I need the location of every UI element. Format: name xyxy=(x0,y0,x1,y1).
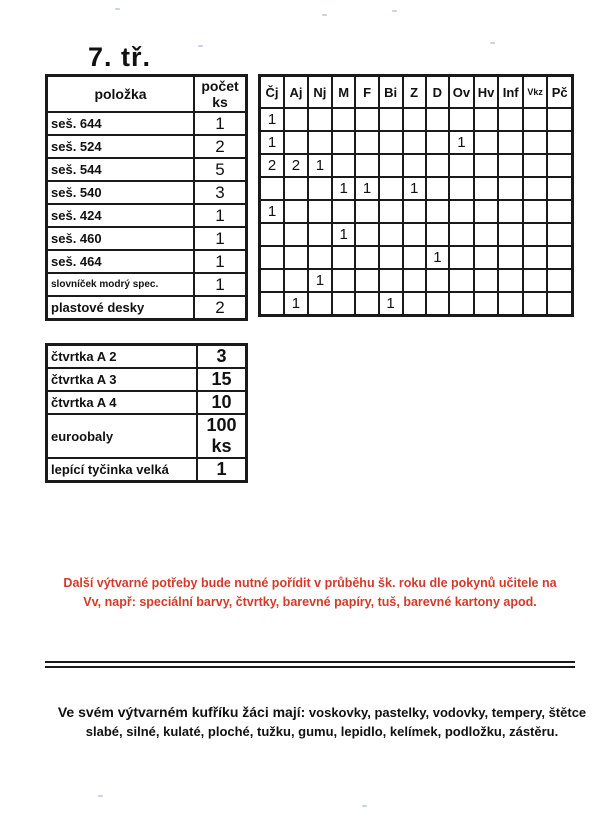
subject-cell xyxy=(355,200,378,223)
subject-cell xyxy=(474,223,499,246)
subject-cell xyxy=(260,246,284,269)
supply-row xyxy=(47,391,247,414)
subject-row xyxy=(260,108,573,131)
item-name: seš. 464 xyxy=(47,250,195,273)
subject-cell xyxy=(449,246,474,269)
scan-speck xyxy=(392,10,397,12)
supply-name: lepící tyčinka velká xyxy=(47,458,198,482)
subject-cell: 2 xyxy=(260,154,284,177)
subject-cell xyxy=(379,131,403,154)
subject-cell xyxy=(403,292,426,316)
subject-cell xyxy=(498,292,523,316)
subject-header: Nj xyxy=(308,76,332,109)
scan-speck xyxy=(98,795,103,797)
supply-qty: 3 xyxy=(197,345,247,369)
subject-cell xyxy=(403,200,426,223)
subject-cell: 1 xyxy=(449,131,474,154)
subject-cell xyxy=(474,177,499,200)
item-qty: 1 xyxy=(194,273,247,296)
subject-cell xyxy=(332,269,356,292)
supply-row xyxy=(47,368,247,391)
supply-row xyxy=(47,345,247,369)
subject-cell xyxy=(332,246,356,269)
subject-header: Z xyxy=(403,76,426,109)
subject-cell xyxy=(498,269,523,292)
subject-row xyxy=(260,200,573,223)
subject-cell xyxy=(355,223,378,246)
subject-cell xyxy=(547,177,572,200)
subject-cell xyxy=(498,131,523,154)
item-row xyxy=(47,135,247,158)
subject-header: Inf xyxy=(498,76,523,109)
subject-cell xyxy=(379,269,403,292)
subject-cell xyxy=(260,269,284,292)
subject-cell xyxy=(355,292,378,316)
subject-row xyxy=(260,131,573,154)
scan-speck xyxy=(198,45,203,47)
item-row xyxy=(47,158,247,181)
item-row xyxy=(47,250,247,273)
scan-speck xyxy=(490,42,495,44)
subject-row xyxy=(260,269,573,292)
subject-cell xyxy=(498,177,523,200)
subject-cell xyxy=(260,177,284,200)
subject-cell xyxy=(355,269,378,292)
class-title: 7. tř. xyxy=(88,42,152,72)
scan-speck xyxy=(362,805,367,807)
subject-cell xyxy=(260,223,284,246)
subject-cell xyxy=(284,108,308,131)
subject-cell xyxy=(547,154,572,177)
subject-cell xyxy=(547,108,572,131)
subject-cell xyxy=(547,131,572,154)
subject-cell xyxy=(449,269,474,292)
subject-row xyxy=(260,177,573,200)
subject-header: Vkz xyxy=(523,76,547,109)
subject-cell xyxy=(284,246,308,269)
subject-cell xyxy=(284,177,308,200)
item-name: seš. 644 xyxy=(47,112,195,135)
divider-line xyxy=(45,661,575,663)
subject-cell xyxy=(474,154,499,177)
subject-cell: 2 xyxy=(284,154,308,177)
item-row xyxy=(47,181,247,204)
subject-cell xyxy=(379,246,403,269)
subject-header: M xyxy=(332,76,356,109)
item-qty: 1 xyxy=(194,112,247,135)
subject-cell xyxy=(498,108,523,131)
subject-header: Bi xyxy=(379,76,403,109)
subject-cell xyxy=(498,246,523,269)
supply-name: čtvrtka A 3 xyxy=(47,368,198,391)
supply-qty: 15 xyxy=(197,368,247,391)
supply-qty: 1 xyxy=(197,458,247,482)
items-header-row xyxy=(47,76,247,113)
subject-header: Ov xyxy=(449,76,474,109)
subjects-table xyxy=(258,74,574,317)
subject-header: Aj xyxy=(284,76,308,109)
subject-cell xyxy=(284,131,308,154)
art-kit-lead: Ve svém výtvarném kufříku žáci mají: xyxy=(57,704,306,720)
subject-cell xyxy=(523,246,547,269)
divider-line xyxy=(45,666,575,668)
subject-cell xyxy=(523,223,547,246)
subject-header: Pč xyxy=(547,76,572,109)
subject-cell xyxy=(426,292,449,316)
subject-cell xyxy=(474,200,499,223)
subject-cell xyxy=(547,200,572,223)
subject-cell xyxy=(379,108,403,131)
subject-cell: 1 xyxy=(379,292,403,316)
item-row xyxy=(47,296,247,320)
subject-cell xyxy=(355,246,378,269)
subject-cell xyxy=(547,269,572,292)
subject-cell: 1 xyxy=(260,200,284,223)
subject-cell xyxy=(403,131,426,154)
subject-cell xyxy=(332,131,356,154)
subject-cell xyxy=(308,223,332,246)
scan-speck xyxy=(115,8,120,10)
art-kit-paragraph xyxy=(52,703,592,741)
item-name: plastové desky xyxy=(47,296,195,320)
subject-cell xyxy=(547,246,572,269)
subject-cell: 1 xyxy=(308,269,332,292)
item-row xyxy=(47,273,247,296)
subject-cell xyxy=(332,108,356,131)
subject-cell xyxy=(426,223,449,246)
subject-cell xyxy=(523,200,547,223)
item-qty: 1 xyxy=(194,204,247,227)
subject-cell xyxy=(284,200,308,223)
subject-header: D xyxy=(426,76,449,109)
subject-row xyxy=(260,223,573,246)
item-name: seš. 540 xyxy=(47,181,195,204)
subject-cell xyxy=(355,154,378,177)
subject-cell: 1 xyxy=(308,154,332,177)
subject-cell xyxy=(332,200,356,223)
subject-cell xyxy=(332,154,356,177)
item-name: seš. 424 xyxy=(47,204,195,227)
subject-cell xyxy=(474,292,499,316)
subject-cell xyxy=(426,269,449,292)
subject-cell xyxy=(474,269,499,292)
item-name: seš. 524 xyxy=(47,135,195,158)
subject-cell xyxy=(523,154,547,177)
subject-cell xyxy=(260,292,284,316)
subject-cell xyxy=(498,200,523,223)
subject-cell xyxy=(284,269,308,292)
subject-cell: 1 xyxy=(260,108,284,131)
subject-cell xyxy=(308,200,332,223)
subject-cell xyxy=(403,223,426,246)
subject-cell xyxy=(403,108,426,131)
subject-cell xyxy=(308,292,332,316)
subject-cell xyxy=(403,269,426,292)
supply-name: euroobaly xyxy=(47,414,198,458)
subject-cell xyxy=(449,292,474,316)
subject-cell xyxy=(547,223,572,246)
subject-cell xyxy=(426,177,449,200)
header-item: položka xyxy=(47,76,195,113)
subject-cell xyxy=(474,108,499,131)
subject-cell xyxy=(474,131,499,154)
subject-cell: 1 xyxy=(260,131,284,154)
subject-cell xyxy=(449,200,474,223)
subject-cell: 1 xyxy=(284,292,308,316)
item-qty: 3 xyxy=(194,181,247,204)
subject-cell: 1 xyxy=(332,223,356,246)
item-name: seš. 544 xyxy=(47,158,195,181)
item-qty: 2 xyxy=(194,135,247,158)
subject-cell xyxy=(498,154,523,177)
subject-cell xyxy=(379,177,403,200)
items-table xyxy=(45,74,248,321)
subject-cell: 1 xyxy=(403,177,426,200)
subject-cell xyxy=(547,292,572,316)
subject-cell xyxy=(449,154,474,177)
subject-cell xyxy=(426,108,449,131)
subject-cell xyxy=(355,108,378,131)
supplies-table xyxy=(45,343,248,483)
item-qty: 1 xyxy=(194,227,247,250)
subject-cell xyxy=(449,223,474,246)
subject-cell xyxy=(474,246,499,269)
scan-speck xyxy=(322,14,327,16)
subject-header: F xyxy=(355,76,378,109)
subject-header: Hv xyxy=(474,76,499,109)
subject-cell xyxy=(426,131,449,154)
subject-cell xyxy=(403,154,426,177)
subject-cell xyxy=(426,200,449,223)
item-qty: 2 xyxy=(194,296,247,320)
subject-cell xyxy=(523,108,547,131)
subject-cell xyxy=(355,131,378,154)
subject-cell xyxy=(523,131,547,154)
supply-qty: 100 ks xyxy=(197,414,247,458)
supply-qty: 10 xyxy=(197,391,247,414)
subject-cell xyxy=(523,177,547,200)
art-supplies-note: Další výtvarné potřeby bude nutné pořídit v průběhu šk. roku dle pokynů učitele na Vv, např: speciální barvy, čtvrtky, barevné papíry, tuš, barevné kartony apod. xyxy=(63,576,557,609)
subject-header: Čj xyxy=(260,76,284,109)
subject-cell xyxy=(308,108,332,131)
header-qty: počet ks xyxy=(194,76,247,113)
subject-cell xyxy=(379,200,403,223)
subject-cell: 1 xyxy=(332,177,356,200)
item-row xyxy=(47,112,247,135)
subject-cell xyxy=(449,108,474,131)
subject-row xyxy=(260,292,573,316)
subject-cell xyxy=(308,131,332,154)
subject-cell xyxy=(523,292,547,316)
subject-cell xyxy=(332,292,356,316)
supply-row xyxy=(47,458,247,482)
subject-cell xyxy=(308,177,332,200)
supply-name: čtvrtka A 2 xyxy=(47,345,198,369)
subject-cell xyxy=(449,177,474,200)
subject-cell: 1 xyxy=(355,177,378,200)
supply-name: čtvrtka A 4 xyxy=(47,391,198,414)
item-name: slovníček modrý spec. xyxy=(47,273,195,296)
art-kit-list: voskovky, pastelky, vodovky, tempery, štětce slabé, silné, kulaté, ploché, tužku, gumu, lepidlo, kelímek, podložku, zástěru. xyxy=(85,705,587,739)
subject-row xyxy=(260,154,573,177)
subject-cell xyxy=(403,246,426,269)
item-row xyxy=(47,227,247,250)
item-row xyxy=(47,204,247,227)
subject-cell xyxy=(379,223,403,246)
supply-row xyxy=(47,414,247,458)
subject-cell xyxy=(379,154,403,177)
item-qty: 5 xyxy=(194,158,247,181)
subjects-header-row xyxy=(260,76,573,109)
subject-cell xyxy=(426,154,449,177)
subject-cell xyxy=(308,246,332,269)
subject-cell xyxy=(498,223,523,246)
item-name: seš. 460 xyxy=(47,227,195,250)
subject-row xyxy=(260,246,573,269)
item-qty: 1 xyxy=(194,250,247,273)
subject-cell xyxy=(284,223,308,246)
subject-cell: 1 xyxy=(426,246,449,269)
subject-cell xyxy=(523,269,547,292)
